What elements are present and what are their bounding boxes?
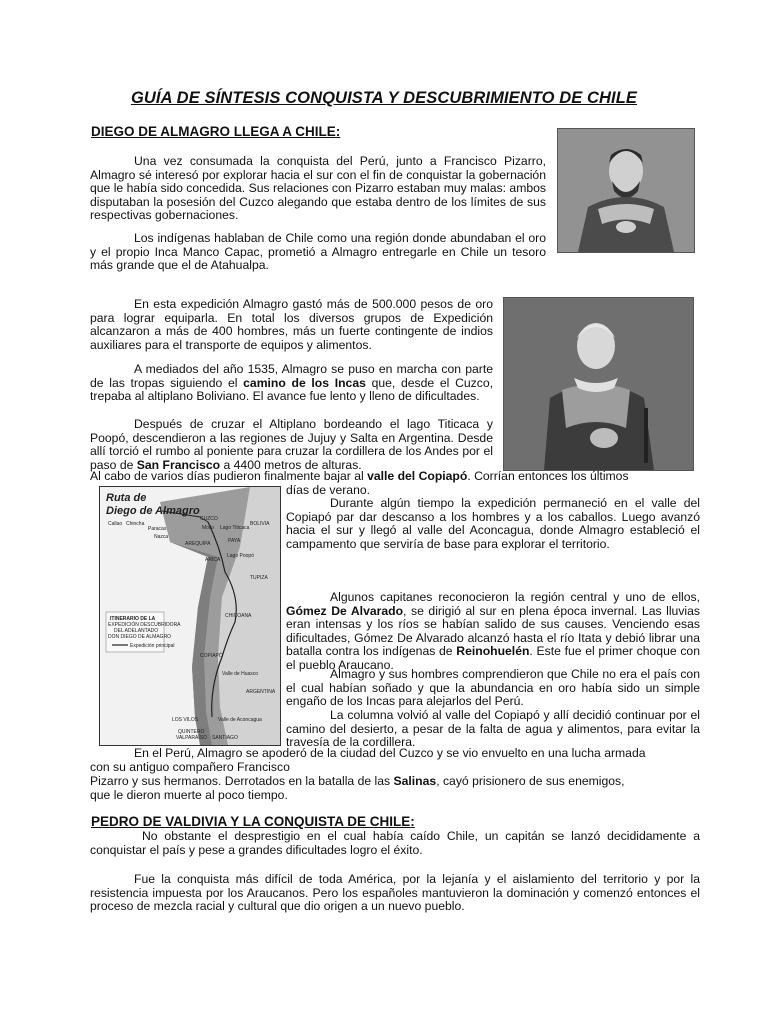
section-heading-valdivia <box>91 814 415 829</box>
p5-bold-san-francisco: San Francisco <box>136 457 221 472</box>
map-legend-2: EXPEDICIÓN DESCUBRIDORA <box>108 622 181 628</box>
p6-text-c: . Corrían entonces los últimos <box>467 469 629 483</box>
paragraph-10-text: La columna volvió al valle del Copiapó y allí decidió continuar por el camino del desierto, a pesar de la falta de agua y alimentos, para evitar la travesía de la cordillera. <box>286 708 700 750</box>
p8-bold-gomez: Gómez De Alvarado <box>286 603 404 618</box>
paragraph-11-line-1: En el Perú, Almagro se apoderó de la ciudad del Cuzco y se vio envuelto en una lucha armada <box>134 746 646 760</box>
map-label-paya: PAYA <box>228 538 241 544</box>
paragraph-11-line-4: que le dieron muerte al poco tiempo. <box>90 788 288 802</box>
heading2-text: PEDRO DE VALDIVIA Y LA CONQUISTA DE CHILE <box>91 814 411 829</box>
map-label-huasco: Valle de Huasco <box>222 671 259 677</box>
page-title: GUÍA DE SÍNTESIS CONQUISTA Y DESCUBRIMIENTO DE CHILE <box>130 89 638 107</box>
map-label-chincha: Chincha <box>126 521 145 527</box>
map-label-tupiza: TUPIZA <box>250 575 268 581</box>
paragraph-8-text <box>286 591 700 673</box>
p4-bold-camino: camino de los Incas <box>243 375 366 390</box>
map-label-nazca: Nazca <box>154 534 169 540</box>
map-label-bolivia: BOLIVIA <box>250 521 270 527</box>
map-label-chicoana: CHICOANA <box>225 613 252 619</box>
paragraph-10 <box>286 709 700 750</box>
p8-bold-reinohuelen: Reinohuelén <box>456 644 530 659</box>
map-label-aconcagua: Valle de Aconcagua <box>218 717 262 723</box>
heading-colon: : <box>335 124 341 139</box>
portrait-armor-image <box>504 298 693 470</box>
valdivia-paragraph-1-text: No obstante el desprestigio en el cual había caído Chile, un capitán se lanzó decididamente a conquistar el país y pese a grandes dificultades logro el éxito. <box>90 829 700 857</box>
paragraph-5-text <box>90 418 493 472</box>
map-label-titicaca: Lago Titicaca <box>220 525 250 531</box>
paragraph-11-line-2: con su antiguo compañero Francisco <box>90 760 290 774</box>
route-map <box>99 486 281 746</box>
p4-text-a: A mediados del año 1535, Almagro se puso en marcha con parte de las tropas siguiendo el <box>90 362 493 390</box>
paragraph-7-text: Durante algún tiempo la expedición permaneció en el valle del Copiapó par dar descanso a los hombres y a los caballos. Luego avanzó hacia el sur y llegó al valle del Aconcagua, donde Almagro estableció el campamento que serviría de base para explorar el territorio. <box>286 496 700 551</box>
valdivia-paragraph-2-text: Fue la conquista más difícil de toda América, por la lejanía y el aislamiento del territorio y por la resistencia impuesta por los Araucanos. Pero los españoles mantuvieron la dominación y comenzó entonces el proceso de mezcla racial y cultural que dio origen a un nuevo pueblo. <box>90 872 700 914</box>
portrait-image <box>558 129 694 252</box>
heading2-colon: : <box>410 814 415 829</box>
map-label-argentina: ARGENTINA <box>246 689 276 695</box>
map-legend-4: DON DIEGO DE ALMAGRO <box>108 634 172 640</box>
paragraph-4-text <box>90 363 493 404</box>
map-label-paracas: Paracas <box>148 526 167 532</box>
map-title-2: Diego de Almagro <box>106 505 200 517</box>
paragraph-1-text: Una vez consumada la conquista del Perú, junto a Francisco Pizarro, Almagro sé interesó por explorar hacia el sur con el fin de conquistar la gobernación que le había sido concedida. Sus relaciones con Pizarro estaban muy malas: ambos disputaban la posesión del Cuzco alegando que estaba dentro de los límites de sus respectivas gobernaciones. <box>90 154 546 223</box>
map-label-cuzco: CUZCO <box>200 516 218 522</box>
paragraph-9-text: Almagro y sus hombres comprendieron que Chile no era el país con el cual habían soñado y que la abundancia en oro había sido un simple engaño de los Incas para alejarlos del Perú. <box>286 667 700 709</box>
paragraph-7 <box>286 497 700 551</box>
p6-bold-copiapo: valle del Copiapó <box>367 469 468 483</box>
map-label-quintero: QUINTERO <box>178 729 205 735</box>
paragraph-9 <box>286 668 700 709</box>
heading-text: DIEGO DE ALMAGRO LLEGA A CHILE <box>91 124 336 139</box>
paragraph-8 <box>286 591 700 673</box>
map-legend-3: DEL ADELANTADO <box>114 628 159 634</box>
paragraph-3-text: En esta expedición Almagro gastó más de 500.000 pesos de oro para lograr equiparla. En total los diversos grupos de Expedición alcanzaron a más de 400 hombres, más un fuerte contingente de indios auxiliares para el transporte de equipos y alimentos. <box>90 297 493 352</box>
map-label-mollo: Mollo <box>202 525 214 531</box>
map-label-valparaiso: VALPARAÍSO <box>176 735 207 741</box>
paragraph-6 <box>90 470 700 484</box>
p5-text-c: a 4400 metros de alturas. <box>220 457 362 472</box>
p11-bold-salinas: Salinas <box>393 774 437 788</box>
almagro-armor-portrait <box>503 297 694 471</box>
map-label-copiapo: COPIAPÓ <box>200 653 223 659</box>
paragraph-4 <box>90 363 493 404</box>
map-label-arequipa: AREQUIPA <box>185 541 211 547</box>
map-label-santiago: SANTIAGO <box>212 735 238 741</box>
map-title-1: Ruta de <box>106 492 147 504</box>
route-map-image <box>100 487 280 745</box>
valdivia-paragraph-2 <box>90 873 700 914</box>
p11-text-a: Pizarro y sus hermanos. Derrotados en la batalla de las <box>90 774 394 788</box>
p8-text-e: . Este fue el primer choque con el pueblo Araucano. <box>286 644 700 672</box>
map-label-callao: Callao <box>108 521 123 527</box>
p11-text-c: , cayó prisionero de sus enemigos, <box>436 774 625 788</box>
map-label-losvilos: LOS VILOS <box>172 717 199 723</box>
p4-text-c: que, desde el Cuzco, trepaba al altiplano Boliviano. El avance fue lento y lleno de dificultades. <box>90 375 494 404</box>
paragraph-5 <box>90 418 493 472</box>
p8-text-a: Algunos capitanes reconocieron la región central y uno de ellos, <box>330 590 700 604</box>
paragraph-2-text: Los indígenas hablaban de Chile como una región donde abundaban el oro y el propio Inca Manco Capac, prometió a Almagro entregarle en Chile un tesoro más grande que el de Atahualpa. <box>90 231 546 273</box>
map-label-poopo: Lago Poopó <box>227 553 254 559</box>
paragraph-6-cont: días de verano. <box>286 483 371 497</box>
p6-text-a: Al cabo de varios días pudieron finalmente bajar al <box>90 469 368 483</box>
almagro-portrait <box>557 128 695 253</box>
p5-text-a: Después de cruzar el Altiplano bordeando el lago Titicaca y Poopó, descendieron a las regiones de Jujuy y Salta en Argentina. Desde allí torció el rumbo al poniente para cruzar la cordillera de los Andes por el paso de <box>90 417 493 472</box>
p8-text-c: , se dirigió al sur en plena época invernal. Las lluvias eran intensas y los ríos se habían salido de sus causes. Venciendo esas dificultades, Gómez De Alvarado alcanzó hasta el río Itata y debió librar una batalla contra los indígenas de <box>286 603 701 659</box>
map-legend-item: Expedición principal <box>130 643 175 649</box>
paragraph-1 <box>90 155 546 223</box>
paragraph-2 <box>90 232 546 273</box>
section-heading-almagro <box>91 124 340 139</box>
map-legend-1: ITINERARIO DE LA <box>110 616 156 622</box>
paragraph-11-line-3 <box>90 775 625 789</box>
valdivia-paragraph-1 <box>90 830 700 857</box>
paragraph-3 <box>90 298 493 352</box>
map-label-arica: ARICA <box>205 557 221 563</box>
